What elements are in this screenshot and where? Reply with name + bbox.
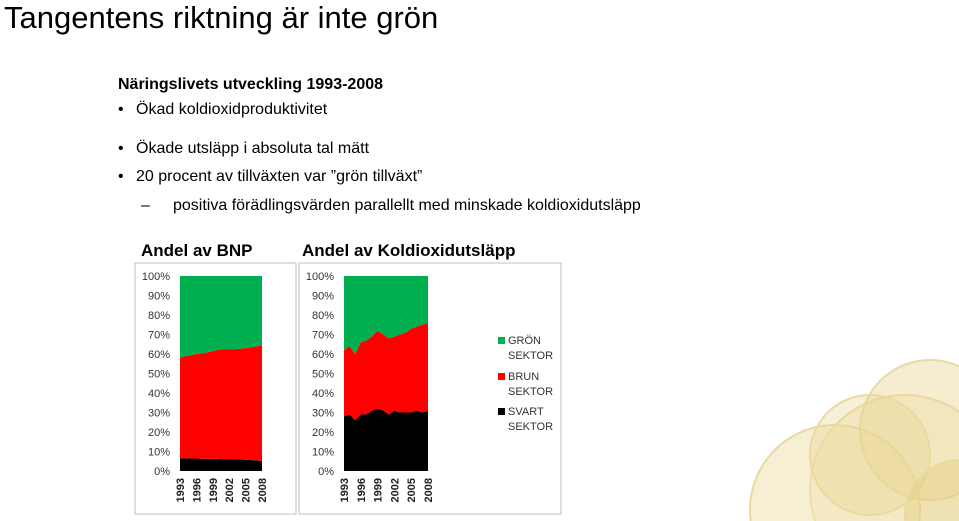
y-tick-label: 40% xyxy=(147,388,170,400)
y-tick-label: 30% xyxy=(311,407,334,420)
area-series xyxy=(180,276,262,358)
subheading: Näringslivets utveckling 1993-2008 xyxy=(118,76,384,93)
y-tick-label: 60% xyxy=(311,349,334,361)
bullet-item: • Ökad koldioxidproduktivitet xyxy=(118,101,328,118)
bullet-item: • Ökade utsläpp i absoluta tal mätt xyxy=(118,140,370,157)
area-series xyxy=(180,345,262,461)
y-tick-label: 10% xyxy=(311,446,334,459)
y-tick-label: 60% xyxy=(147,349,170,361)
bullet-text: Ökad koldioxidproduktivitet xyxy=(136,101,328,118)
area-series xyxy=(180,458,262,471)
legend-label: SEKTOR xyxy=(508,421,554,433)
bullet-text: Ökade utsläpp i absoluta tal mätt xyxy=(136,140,370,157)
chart-title-bnp: Andel av BNP xyxy=(141,241,253,260)
legend-label: SEKTOR xyxy=(508,386,554,398)
x-tick-label: 1996 xyxy=(355,478,368,503)
legend-swatch xyxy=(498,408,505,415)
y-tick-label: 90% xyxy=(311,290,334,303)
y-tick-label: 30% xyxy=(147,407,170,420)
y-tick-label: 90% xyxy=(147,290,170,303)
bullet-item: • 20 procent av tillväxten var ”grön tillväxt” xyxy=(118,168,423,185)
legend-swatch xyxy=(498,373,505,380)
y-tick-label: 80% xyxy=(147,310,170,322)
y-tick-label: 0% xyxy=(154,466,170,478)
x-tick-label: 2002 xyxy=(224,478,237,503)
legend-label: BRUN xyxy=(508,371,540,383)
y-tick-label: 50% xyxy=(147,368,170,381)
y-tick-label: 10% xyxy=(147,446,170,459)
legend-label: SVART xyxy=(508,406,544,418)
x-tick-label: 1993 xyxy=(175,478,187,503)
y-tick-label: 100% xyxy=(305,271,334,283)
x-tick-label: 1999 xyxy=(207,478,220,503)
x-tick-label: 2005 xyxy=(406,478,419,503)
y-tick-label: 50% xyxy=(311,368,334,381)
y-tick-label: 40% xyxy=(311,388,334,400)
y-tick-label: 70% xyxy=(147,329,170,342)
x-tick-label: 2005 xyxy=(240,478,253,503)
y-tick-label: 80% xyxy=(311,310,334,322)
y-tick-label: 0% xyxy=(318,466,334,478)
x-tick-label: 2008 xyxy=(257,478,269,503)
x-tick-label: 2008 xyxy=(423,478,435,503)
legend-label: SEKTOR xyxy=(508,350,554,362)
legend-swatch xyxy=(498,337,505,344)
sub-bullet-text: positiva förädlingsvärden parallellt med minskade koldioxidutsläpp xyxy=(173,197,641,214)
x-tick-label: 1993 xyxy=(339,478,351,503)
legend-label: GRÖN xyxy=(508,335,541,347)
x-tick-label: 1996 xyxy=(191,478,204,503)
y-tick-label: 70% xyxy=(311,329,334,342)
y-tick-label: 20% xyxy=(147,427,170,439)
x-tick-label: 2002 xyxy=(389,478,402,503)
sub-bullet-item: – positiva förädlingsvärden parallellt med minskade koldioxidutsläpp xyxy=(141,197,641,214)
chart-title-koldioxid: Andel av Koldioxidutsläpp xyxy=(302,241,516,260)
bullet-text: 20 procent av tillväxten var ”grön tillväxt” xyxy=(136,168,423,185)
y-tick-label: 100% xyxy=(141,271,170,283)
x-tick-label: 1999 xyxy=(372,478,385,503)
slide-title: Tangentens riktning är inte grön xyxy=(4,0,439,35)
y-tick-label: 20% xyxy=(311,427,334,439)
